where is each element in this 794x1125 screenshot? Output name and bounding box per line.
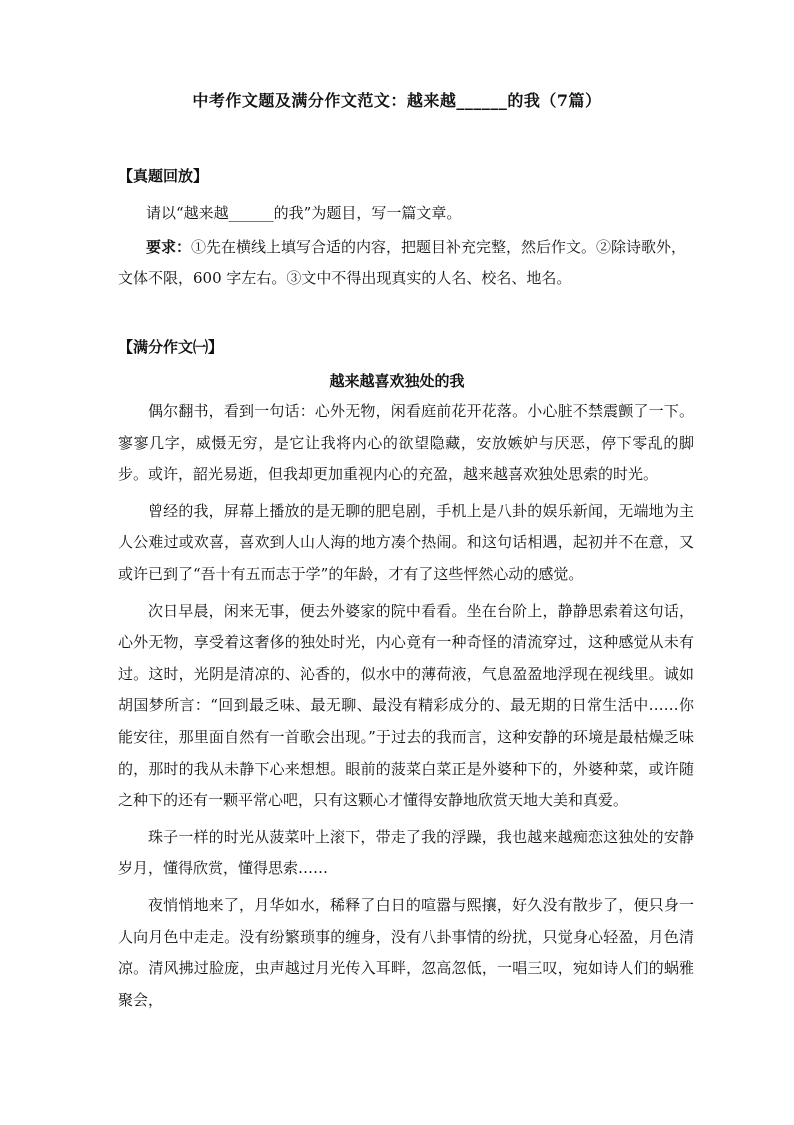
question-requirements <box>118 232 693 294</box>
question-prompt: 请以“越来越______的我”为题目，写一篇文章。 <box>146 204 462 222</box>
essay-paragraph: 次日早晨，闲来无事，便去外婆家的院中看看。坐在台阶上，静静思索着这句话，心外无物，享受着这奢侈的独处时光，内心竟有一种奇怪的清流穿过，这种感觉从未有过。这时，光阴是清凉的、沁香的，似水中的薄荷液，气息盈盈地浮现在视线里。诚如胡国梦所言：“回到最乏味、最无聊、最没有精彩成分的、最无期的日常生活中……你能安往，那里面自然有一首歌会出现。”于过去的我而言，这种安静的环境是最枯燥乏味的，那时的我从未静下心来想想。眼前的菠菜白菜正是外婆种下的，外婆种菜，或许随之种下的还有一颗平常心吧，只有这颗心才懂得安静地欣赏天地大美和真爱。 <box>118 601 694 810</box>
real-question-label: 【真题回放】 <box>118 167 209 185</box>
document-title: 中考作文题及满分作文范文：越来越______的我（7篇） <box>192 91 602 110</box>
essay-paragraph: 珠子一样的时光从菠菜叶上滚下，带走了我的浮躁，我也越来越痴恋这独处的安静岁月，懂得欣赏，懂得思索…… <box>118 827 694 878</box>
essay-title: 越来越喜欢独处的我 <box>329 372 465 390</box>
essay-body <box>118 396 694 1021</box>
requirement-label: 要求： <box>146 238 192 256</box>
essay-paragraph: 偶尔翻书，看到一句话：心外无物，闲看庭前花开花落。小心脏不禁震颤了一下。寥寥几字，威慑无穷，是它让我将内心的欲望隐藏，安放嫉妒与厌恶，停下零乱的脚步。或许，韶光易逝，但我却更加重视内心的充盈，越来越喜欢独处思索的时光。 <box>118 402 694 484</box>
essay-section-label: 【满分作文㈠】 <box>118 338 224 356</box>
essay-paragraph: 曾经的我，屏幕上播放的是无聊的肥皂剧，手机上是八卦的娱乐新闻，无端地为主人公难过或欢喜，喜欢到人山人海的地方凑个热闹。和这句话相遇，起初并不在意，又或许已到了“吾十有五而志于学”的年龄，才有了这些怦然心动的感觉。 <box>118 501 694 583</box>
requirement-text: ①先在横线上填写合适的内容，把题目补充完整，然后作文。②除诗歌外，文体不限，600 字左右。③文中不得出现真实的人名、校名、地名。 <box>118 238 687 287</box>
essay-paragraph: 夜悄悄地来了，月华如水，稀释了白日的喧嚣与熙攘，好久没有散步了，便只身一人向月色中走走。没有纷繁琐事的缠身，没有八卦事情的纷扰，只觉身心轻盈，月色清凉。清风拂过脸庞，虫声越过月光传入耳畔，忽高忽低，一唱三叹，宛如诗人们的蜗雅聚会， <box>118 895 694 1009</box>
